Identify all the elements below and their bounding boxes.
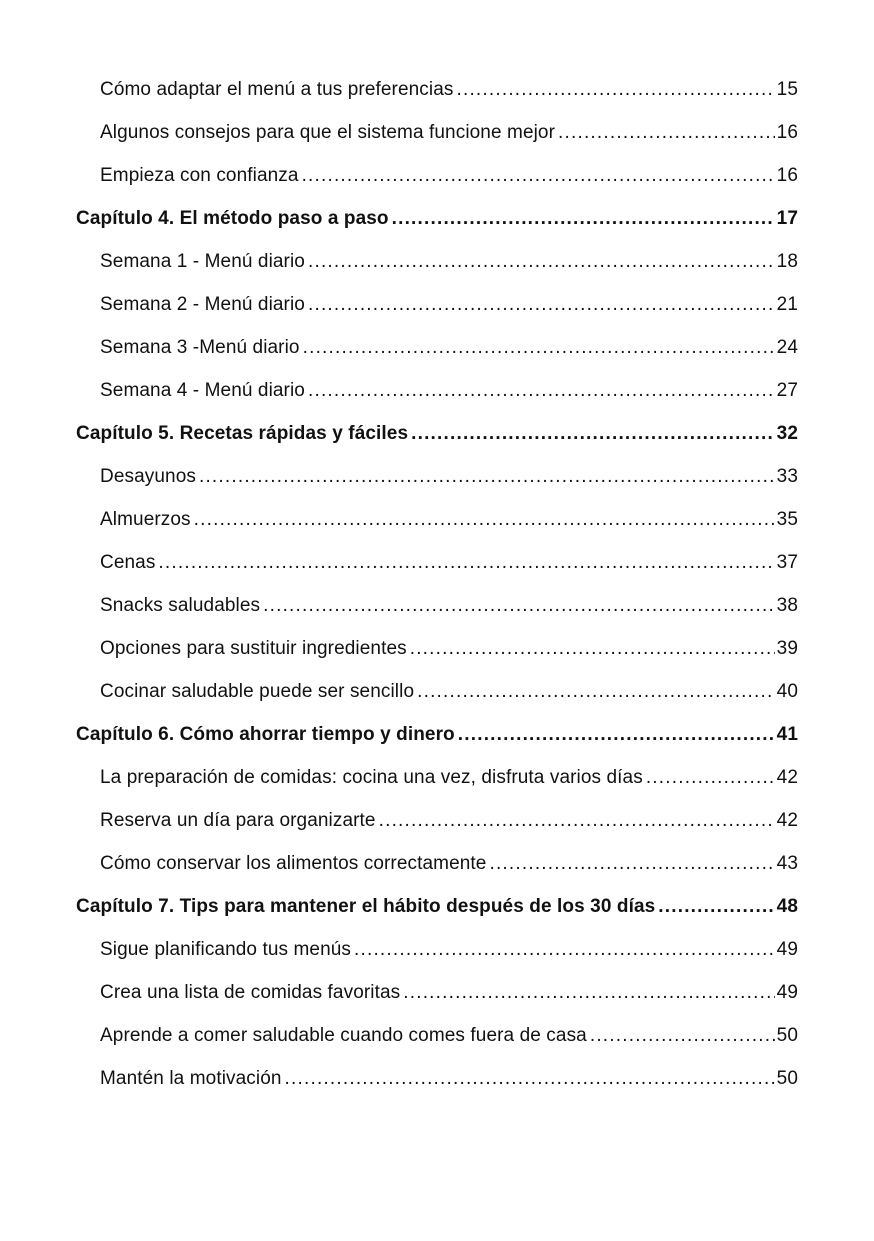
toc-entry[interactable] (0, 498, 874, 541)
toc-chapter-entry[interactable] (0, 713, 874, 756)
toc-entry-title: Cómo conservar los alimentos correctamente (100, 852, 487, 874)
toc-dot-leader (303, 337, 775, 359)
toc-entry-page: 27 (776, 379, 798, 401)
toc-entry-title: Semana 2 - Menú diario (100, 293, 305, 315)
toc-entry-title: Algunos consejos para que el sistema funcione mejor (100, 121, 556, 143)
toc-entry-page: 16 (776, 164, 798, 186)
toc-entry[interactable] (0, 1057, 874, 1100)
toc-entry-title: Desayunos (100, 465, 196, 487)
toc-dot-leader (411, 423, 775, 445)
toc-dot-leader (392, 208, 775, 230)
toc-entry[interactable] (0, 756, 874, 799)
toc-chapter-title: Capítulo 7. Tips para mantener el hábito después de los 30 días (76, 895, 656, 917)
toc-entry[interactable] (0, 928, 874, 971)
toc-entry-page: 42 (776, 766, 798, 788)
toc-entry-page: 24 (776, 336, 798, 358)
toc-dot-leader (308, 251, 775, 273)
toc-entry[interactable] (0, 627, 874, 670)
toc-entry-page: 50 (776, 1024, 798, 1046)
toc-entry[interactable] (0, 1014, 874, 1057)
toc-entry-page: 49 (776, 981, 798, 1003)
toc-dot-leader (489, 853, 774, 875)
toc-entry-title: Semana 3 -Menú diario (100, 336, 300, 358)
toc-entry[interactable] (0, 326, 874, 369)
toc-chapter-page: 41 (776, 723, 798, 745)
toc-dot-leader (410, 638, 775, 660)
toc-entry[interactable] (0, 670, 874, 713)
toc-dot-leader (646, 767, 775, 789)
toc-entry-title: Mantén la motivación (100, 1067, 282, 1089)
toc-chapter-page: 48 (776, 895, 798, 917)
toc-entry[interactable] (0, 369, 874, 412)
toc-entry-page: 37 (776, 551, 798, 573)
toc-dot-leader (458, 724, 775, 746)
toc-dot-leader (194, 509, 775, 531)
toc-entry-title: Snacks saludables (100, 594, 261, 616)
table-of-contents (0, 68, 874, 1100)
toc-dot-leader (658, 896, 774, 918)
toc-entry-title: Semana 1 - Menú diario (100, 250, 305, 272)
toc-entry-title: Semana 4 - Menú diario (100, 379, 305, 401)
toc-dot-leader (456, 79, 774, 101)
toc-chapter-title: Capítulo 5. Recetas rápidas y fáciles (76, 422, 409, 444)
toc-entry[interactable] (0, 971, 874, 1014)
toc-dot-leader (417, 681, 775, 703)
toc-entry-title: La preparación de comidas: cocina una vez, disfruta varios días (100, 766, 643, 788)
toc-entry-title: Sigue planificando tus menús (100, 938, 352, 960)
toc-entry-page: 42 (776, 809, 798, 831)
toc-dot-leader (354, 939, 775, 961)
toc-entry[interactable] (0, 541, 874, 584)
toc-entry-page: 39 (776, 637, 798, 659)
toc-dot-leader (199, 466, 775, 488)
toc-dot-leader (263, 595, 775, 617)
toc-entry-page: 33 (776, 465, 798, 487)
toc-entry-title: Empieza con confianza (100, 164, 299, 186)
toc-chapter-entry[interactable] (0, 197, 874, 240)
toc-chapter-page: 17 (776, 207, 798, 229)
toc-entry-page: 43 (776, 852, 798, 874)
toc-entry[interactable] (0, 799, 874, 842)
toc-dot-leader (403, 982, 774, 1004)
toc-dot-leader (590, 1025, 775, 1047)
toc-entry-title: Cenas (100, 551, 156, 573)
toc-entry-page: 35 (776, 508, 798, 530)
toc-entry-title: Cómo adaptar el menú a tus preferencias (100, 78, 454, 100)
toc-entry-page: 18 (776, 250, 798, 272)
toc-entry-title: Cocinar saludable puede ser sencillo (100, 680, 415, 702)
toc-entry[interactable] (0, 584, 874, 627)
toc-entry-page: 50 (776, 1067, 798, 1089)
toc-entry-title: Crea una lista de comidas favoritas (100, 981, 401, 1003)
toc-chapter-title: Capítulo 4. El método paso a paso (76, 207, 389, 229)
toc-entry-page: 40 (776, 680, 798, 702)
toc-entry[interactable] (0, 842, 874, 885)
toc-entry[interactable] (0, 283, 874, 326)
toc-dot-leader (285, 1068, 775, 1090)
toc-dot-leader (302, 165, 775, 187)
toc-entry-page: 16 (776, 121, 798, 143)
toc-dot-leader (379, 810, 775, 832)
toc-entry-title: Reserva un día para organizarte (100, 809, 376, 831)
toc-dot-leader (558, 122, 775, 144)
toc-entry-title: Aprende a comer saludable cuando comes fuera de casa (100, 1024, 587, 1046)
toc-chapter-entry[interactable] (0, 412, 874, 455)
toc-entry-title: Opciones para sustituir ingredientes (100, 637, 407, 659)
toc-dot-leader (158, 552, 774, 574)
toc-entry[interactable] (0, 154, 874, 197)
toc-entry-page: 49 (776, 938, 798, 960)
toc-dot-leader (308, 294, 775, 316)
toc-entry-title: Almuerzos (100, 508, 191, 530)
toc-chapter-title: Capítulo 6. Cómo ahorrar tiempo y dinero (76, 723, 455, 745)
toc-chapter-page: 32 (776, 422, 798, 444)
toc-entry-page: 38 (776, 594, 798, 616)
toc-entry-page: 15 (776, 78, 798, 100)
toc-entry[interactable] (0, 455, 874, 498)
toc-entry-page: 21 (776, 293, 798, 315)
toc-entry[interactable] (0, 111, 874, 154)
toc-chapter-entry[interactable] (0, 885, 874, 928)
toc-dot-leader (308, 380, 775, 402)
toc-entry[interactable] (0, 240, 874, 283)
toc-entry[interactable] (0, 68, 874, 111)
